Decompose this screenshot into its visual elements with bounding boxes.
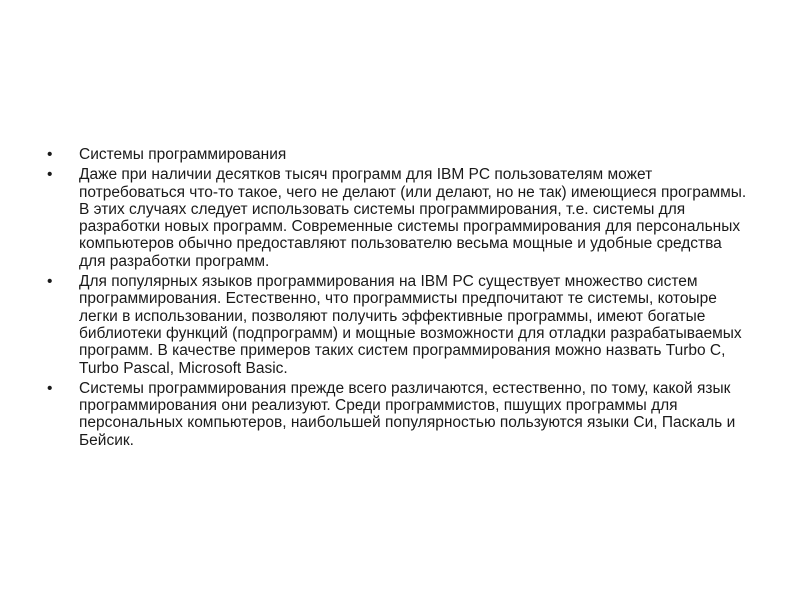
- bullet-icon: •: [47, 166, 53, 184]
- bullet-text: Даже при наличии десятков тысяч программ для IBM PC пользователям может потребоваться что-то такое, чего не делают (или делают, но не так) имеющиеся программы. В этих случаях следует использовать системы программирования, т.е. системы для разработки новых программ. Современные системы программирования для персональных компьютеров обычно предоставляют пользователю весьма мощные и удобные средства для разработки программ.: [79, 166, 747, 270]
- bullet-item-differences: [47, 380, 747, 449]
- bullet-item-popular-languages: [47, 273, 747, 377]
- bullet-icon: •: [47, 273, 53, 291]
- bullet-text: Системы программирования прежде всего различаются, естественно, по тому, какой язык программирования они реализуют. Среди программистов, пшущих программы для персональных компьютеров, наибольшей популярностью пользуются языки Си, Паскаль и Бейсик.: [79, 379, 736, 449]
- bullet-list: [47, 146, 747, 452]
- bullet-icon: •: [47, 379, 53, 397]
- bullet-item-systems-heading: [47, 146, 747, 163]
- bullet-text: Для популярных языков программирования на IBM PC существует множество систем программирования. Естественно, что программисты предпочитают те системы, котоыре легки в использовании, позволяют получить эффективные программы, имеют богатые библиотеки функций (подпрограмм) и мощные возможности для отладки разрабатываемых программ. В качестве примеров таких систем программирования можно назвать Turbo C, Turbo Pascal, Microsoft Basic.: [79, 273, 742, 377]
- bullet-text: Системы программирования: [79, 146, 287, 163]
- bullet-icon: •: [47, 146, 53, 163]
- bullet-item-need-for-systems: [47, 166, 747, 270]
